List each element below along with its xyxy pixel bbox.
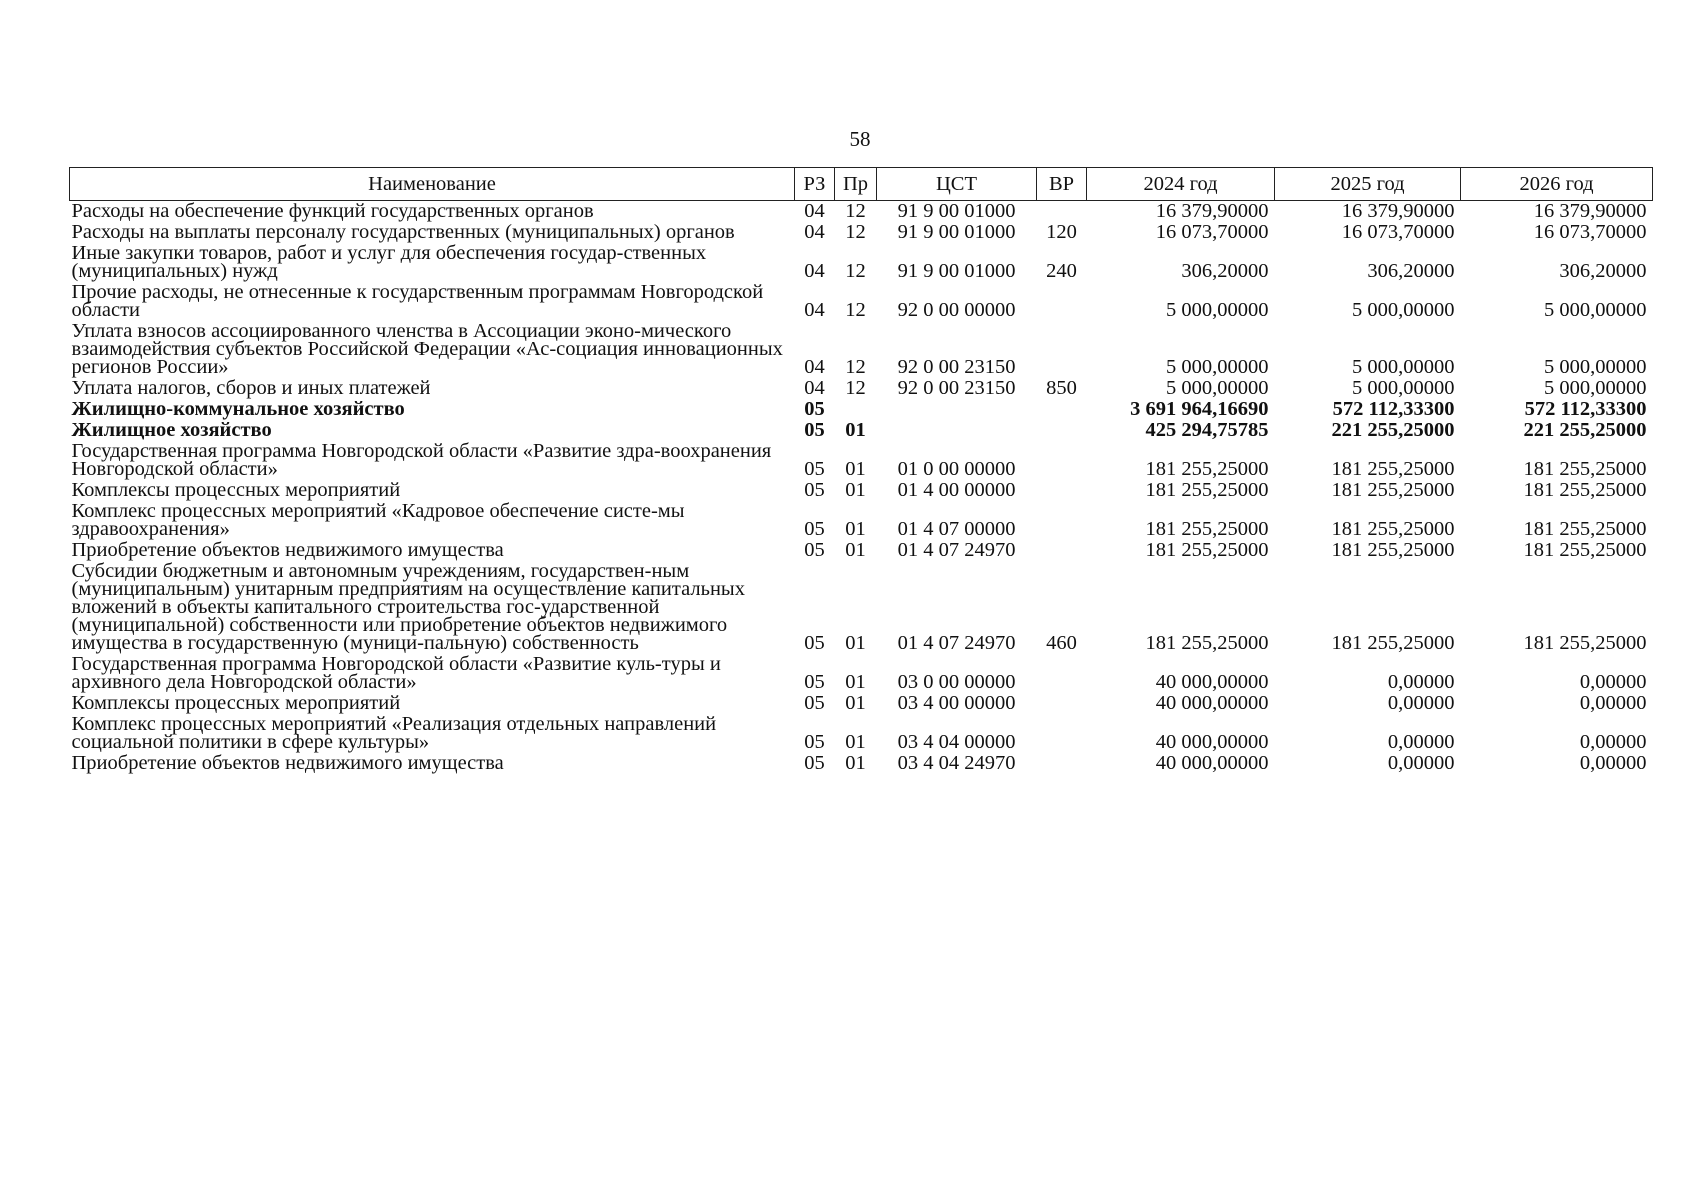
cell-pr: 01 xyxy=(845,458,866,480)
table-row xyxy=(70,441,1653,480)
cell-2024: 181 255,25000 xyxy=(1145,458,1269,480)
cell-pr: 01 xyxy=(845,731,866,753)
cell-2026: 5 000,00000 xyxy=(1544,356,1647,378)
cell-cst: 01 4 07 24970 xyxy=(897,539,1016,561)
cell-rz: 04 xyxy=(804,377,825,399)
cell-2025: 181 255,25000 xyxy=(1331,539,1455,561)
header-vr: ВР xyxy=(1037,168,1087,201)
cell-2025: 5 000,00000 xyxy=(1352,377,1455,399)
cell-name: Уплата взносов ассоциированного членства в Ассоциации эконо-мического взаимодействия субъектов Российской Федерации «Ас-социация инновационных регионов России» xyxy=(71,320,783,378)
cell-2024: 181 255,25000 xyxy=(1145,539,1269,561)
cell-2024: 5 000,00000 xyxy=(1166,356,1269,378)
cell-pr: 01 xyxy=(845,692,866,714)
cell-vr xyxy=(1037,540,1087,561)
cell-2026: 5 000,00000 xyxy=(1544,299,1647,321)
table-row xyxy=(70,201,1653,223)
cell-pr: 01 xyxy=(845,479,866,501)
cell-name: Государственная программа Новгородской области «Развитие куль-туры и архивного дела Новгородской области» xyxy=(71,653,721,693)
cell-2026: 16 073,70000 xyxy=(1533,221,1647,243)
cell-name: Государственная программа Новгородской области «Развитие здра-воохранения Новгородской области» xyxy=(71,440,772,480)
cell-name: Расходы на выплаты персоналу государственных (муниципальных) органов xyxy=(71,221,735,243)
cell-2026: 181 255,25000 xyxy=(1523,458,1647,480)
cell-pr: 12 xyxy=(845,260,866,282)
cell-2025: 181 255,25000 xyxy=(1331,479,1455,501)
cell-vr xyxy=(1037,714,1087,753)
cell-2026: 16 379,90000 xyxy=(1533,200,1647,222)
cell-cst: 92 0 00 23150 xyxy=(897,356,1016,378)
cell-rz: 04 xyxy=(804,299,825,321)
cell-cst: 01 4 07 00000 xyxy=(897,518,1016,540)
header-cst: ЦСТ xyxy=(877,168,1037,201)
cell-pr: 01 xyxy=(845,632,866,654)
cell-cst: 92 0 00 00000 xyxy=(897,299,1016,321)
cell-2025: 181 255,25000 xyxy=(1331,632,1455,654)
cell-2025: 306,20000 xyxy=(1367,260,1455,282)
cell-pr: 12 xyxy=(845,299,866,321)
cell-rz: 05 xyxy=(804,692,825,714)
cell-pr: 01 xyxy=(845,539,866,561)
cell-vr xyxy=(1037,201,1087,223)
cell-pr: 01 xyxy=(845,518,866,540)
cell-rz: 05 xyxy=(804,752,825,774)
cell-2024: 181 255,25000 xyxy=(1145,632,1269,654)
cell-2024: 16 379,90000 xyxy=(1155,200,1269,222)
cell-2025: 0,00000 xyxy=(1387,692,1455,714)
cell-name: Приобретение объектов недвижимого имущества xyxy=(71,752,504,774)
header-rz: РЗ xyxy=(795,168,835,201)
table-row xyxy=(70,561,1653,654)
cell-name: Расходы на обеспечение функций государственных органов xyxy=(71,200,594,222)
cell-name: Комплекс процессных мероприятий «Кадровое обеспечение систе-мы здравоохранения» xyxy=(71,500,685,540)
cell-2024: 16 073,70000 xyxy=(1155,221,1269,243)
budget-table xyxy=(69,167,1653,774)
cell-rz: 05 xyxy=(804,539,825,561)
cell-cst: 91 9 00 01000 xyxy=(897,200,1016,222)
cell-pr xyxy=(835,399,877,420)
cell-vr xyxy=(1037,480,1087,501)
cell-vr xyxy=(1037,441,1087,480)
table-row xyxy=(70,654,1653,693)
table-row xyxy=(70,321,1653,378)
cell-rz: 05 xyxy=(804,419,825,441)
cell-rz: 05 xyxy=(804,458,825,480)
table-row xyxy=(70,480,1653,501)
header-2026: 2026 год xyxy=(1461,168,1653,201)
cell-2026: 0,00000 xyxy=(1579,752,1647,774)
cell-2026: 181 255,25000 xyxy=(1523,539,1647,561)
table-body xyxy=(70,201,1653,775)
cell-2026: 181 255,25000 xyxy=(1523,479,1647,501)
cell-pr: 01 xyxy=(845,671,866,693)
cell-cst xyxy=(877,420,1037,441)
cell-2026: 181 255,25000 xyxy=(1523,518,1647,540)
cell-rz: 05 xyxy=(804,671,825,693)
cell-2025: 572 112,33300 xyxy=(1332,398,1455,420)
cell-2025: 0,00000 xyxy=(1387,731,1455,753)
cell-2025: 0,00000 xyxy=(1387,752,1455,774)
header-name: Наименование xyxy=(70,168,795,201)
cell-rz: 05 xyxy=(804,632,825,654)
cell-rz: 05 xyxy=(804,479,825,501)
cell-2026: 0,00000 xyxy=(1579,731,1647,753)
header-pr: Пр xyxy=(835,168,877,201)
table-row xyxy=(70,399,1653,420)
cell-2026: 306,20000 xyxy=(1559,260,1647,282)
cell-2025: 16 073,70000 xyxy=(1341,221,1455,243)
cell-2024: 40 000,00000 xyxy=(1155,692,1269,714)
cell-cst: 03 4 00 00000 xyxy=(897,692,1016,714)
cell-name: Субсидии бюджетным и автономным учреждениям, государствен-ным (муниципальным) унитарным предприятиям на осуществление капитальных вложений в объекты капитального строительства гос-ударственной (муниципальной) собственности или приобретение объектов недвижимого имущества в государственную (муници-пальную) собственность xyxy=(71,560,745,654)
table-header-row xyxy=(70,168,1653,201)
cell-vr xyxy=(1037,321,1087,378)
cell-rz: 05 xyxy=(804,398,825,420)
cell-rz: 05 xyxy=(804,731,825,753)
cell-2024: 5 000,00000 xyxy=(1166,377,1269,399)
table-row xyxy=(70,501,1653,540)
cell-cst xyxy=(877,399,1037,420)
cell-vr xyxy=(1037,501,1087,540)
cell-cst: 91 9 00 01000 xyxy=(897,221,1016,243)
cell-2024: 40 000,00000 xyxy=(1155,752,1269,774)
header-2025: 2025 год xyxy=(1275,168,1461,201)
cell-vr xyxy=(1037,753,1087,774)
cell-vr: 120 xyxy=(1046,221,1077,243)
cell-vr xyxy=(1037,399,1087,420)
cell-cst: 92 0 00 23150 xyxy=(897,377,1016,399)
cell-cst: 01 4 00 00000 xyxy=(897,479,1016,501)
cell-name: Жилищно-коммунальное хозяйство xyxy=(71,398,405,420)
cell-name: Комплекс процессных мероприятий «Реализация отдельных направлений социальной политики в сфере культуры» xyxy=(71,713,717,753)
cell-pr: 12 xyxy=(845,200,866,222)
cell-rz: 04 xyxy=(804,221,825,243)
cell-2024: 425 294,75785 xyxy=(1145,419,1269,441)
table-row xyxy=(70,282,1653,321)
table-row xyxy=(70,378,1653,399)
cell-name: Комплексы процессных мероприятий xyxy=(71,479,401,501)
cell-2024: 3 691 964,16690 xyxy=(1130,398,1269,420)
cell-2024: 5 000,00000 xyxy=(1166,299,1269,321)
cell-2025: 5 000,00000 xyxy=(1352,299,1455,321)
cell-pr: 01 xyxy=(845,419,866,441)
table-row xyxy=(70,540,1653,561)
header-2024: 2024 год xyxy=(1087,168,1275,201)
cell-vr xyxy=(1037,654,1087,693)
cell-vr xyxy=(1037,420,1087,441)
cell-2024: 181 255,25000 xyxy=(1145,518,1269,540)
cell-vr: 460 xyxy=(1046,632,1077,654)
cell-2025: 181 255,25000 xyxy=(1331,458,1455,480)
cell-2024: 40 000,00000 xyxy=(1155,671,1269,693)
cell-2024: 40 000,00000 xyxy=(1155,731,1269,753)
cell-2026: 572 112,33300 xyxy=(1524,398,1647,420)
cell-2026: 181 255,25000 xyxy=(1523,632,1647,654)
cell-cst: 03 4 04 00000 xyxy=(897,731,1016,753)
cell-pr: 12 xyxy=(845,377,866,399)
cell-cst: 03 4 04 24970 xyxy=(897,752,1016,774)
cell-2024: 181 255,25000 xyxy=(1145,479,1269,501)
cell-2025: 16 379,90000 xyxy=(1341,200,1455,222)
cell-cst: 01 4 07 24970 xyxy=(897,632,1016,654)
cell-vr: 240 xyxy=(1046,260,1077,282)
table-row xyxy=(70,693,1653,714)
cell-2025: 0,00000 xyxy=(1387,671,1455,693)
cell-name: Комплексы процессных мероприятий xyxy=(71,692,401,714)
table-row xyxy=(70,243,1653,282)
page-number: 58 xyxy=(849,127,871,151)
table-row xyxy=(70,420,1653,441)
cell-2026: 221 255,25000 xyxy=(1523,419,1647,441)
cell-pr: 01 xyxy=(845,752,866,774)
cell-name: Уплата налогов, сборов и иных платежей xyxy=(71,377,431,399)
table-row xyxy=(70,714,1653,753)
cell-vr xyxy=(1037,282,1087,321)
cell-name: Жилищное хозяйство xyxy=(71,419,272,441)
cell-cst: 03 0 00 00000 xyxy=(897,671,1016,693)
cell-name: Иные закупки товаров, работ и услуг для обеспечения государ-ственных (муниципальных) нужд xyxy=(71,242,707,282)
cell-2025: 181 255,25000 xyxy=(1331,518,1455,540)
cell-2026: 5 000,00000 xyxy=(1544,377,1647,399)
cell-vr: 850 xyxy=(1046,377,1077,399)
cell-pr: 12 xyxy=(845,221,866,243)
cell-rz: 04 xyxy=(804,260,825,282)
cell-vr xyxy=(1037,693,1087,714)
cell-rz: 04 xyxy=(804,200,825,222)
cell-2025: 221 255,25000 xyxy=(1331,419,1455,441)
table-row xyxy=(70,222,1653,243)
cell-cst: 91 9 00 01000 xyxy=(897,260,1016,282)
cell-rz: 04 xyxy=(804,356,825,378)
cell-2025: 5 000,00000 xyxy=(1352,356,1455,378)
table-row xyxy=(70,753,1653,774)
cell-2024: 306,20000 xyxy=(1181,260,1269,282)
cell-2026: 0,00000 xyxy=(1579,671,1647,693)
cell-cst: 01 0 00 00000 xyxy=(897,458,1016,480)
cell-2026: 0,00000 xyxy=(1579,692,1647,714)
cell-name: Приобретение объектов недвижимого имущества xyxy=(71,539,504,561)
cell-rz: 05 xyxy=(804,518,825,540)
cell-name: Прочие расходы, не отнесенные к государственным программам Новгородской области xyxy=(71,281,764,321)
cell-pr: 12 xyxy=(845,356,866,378)
